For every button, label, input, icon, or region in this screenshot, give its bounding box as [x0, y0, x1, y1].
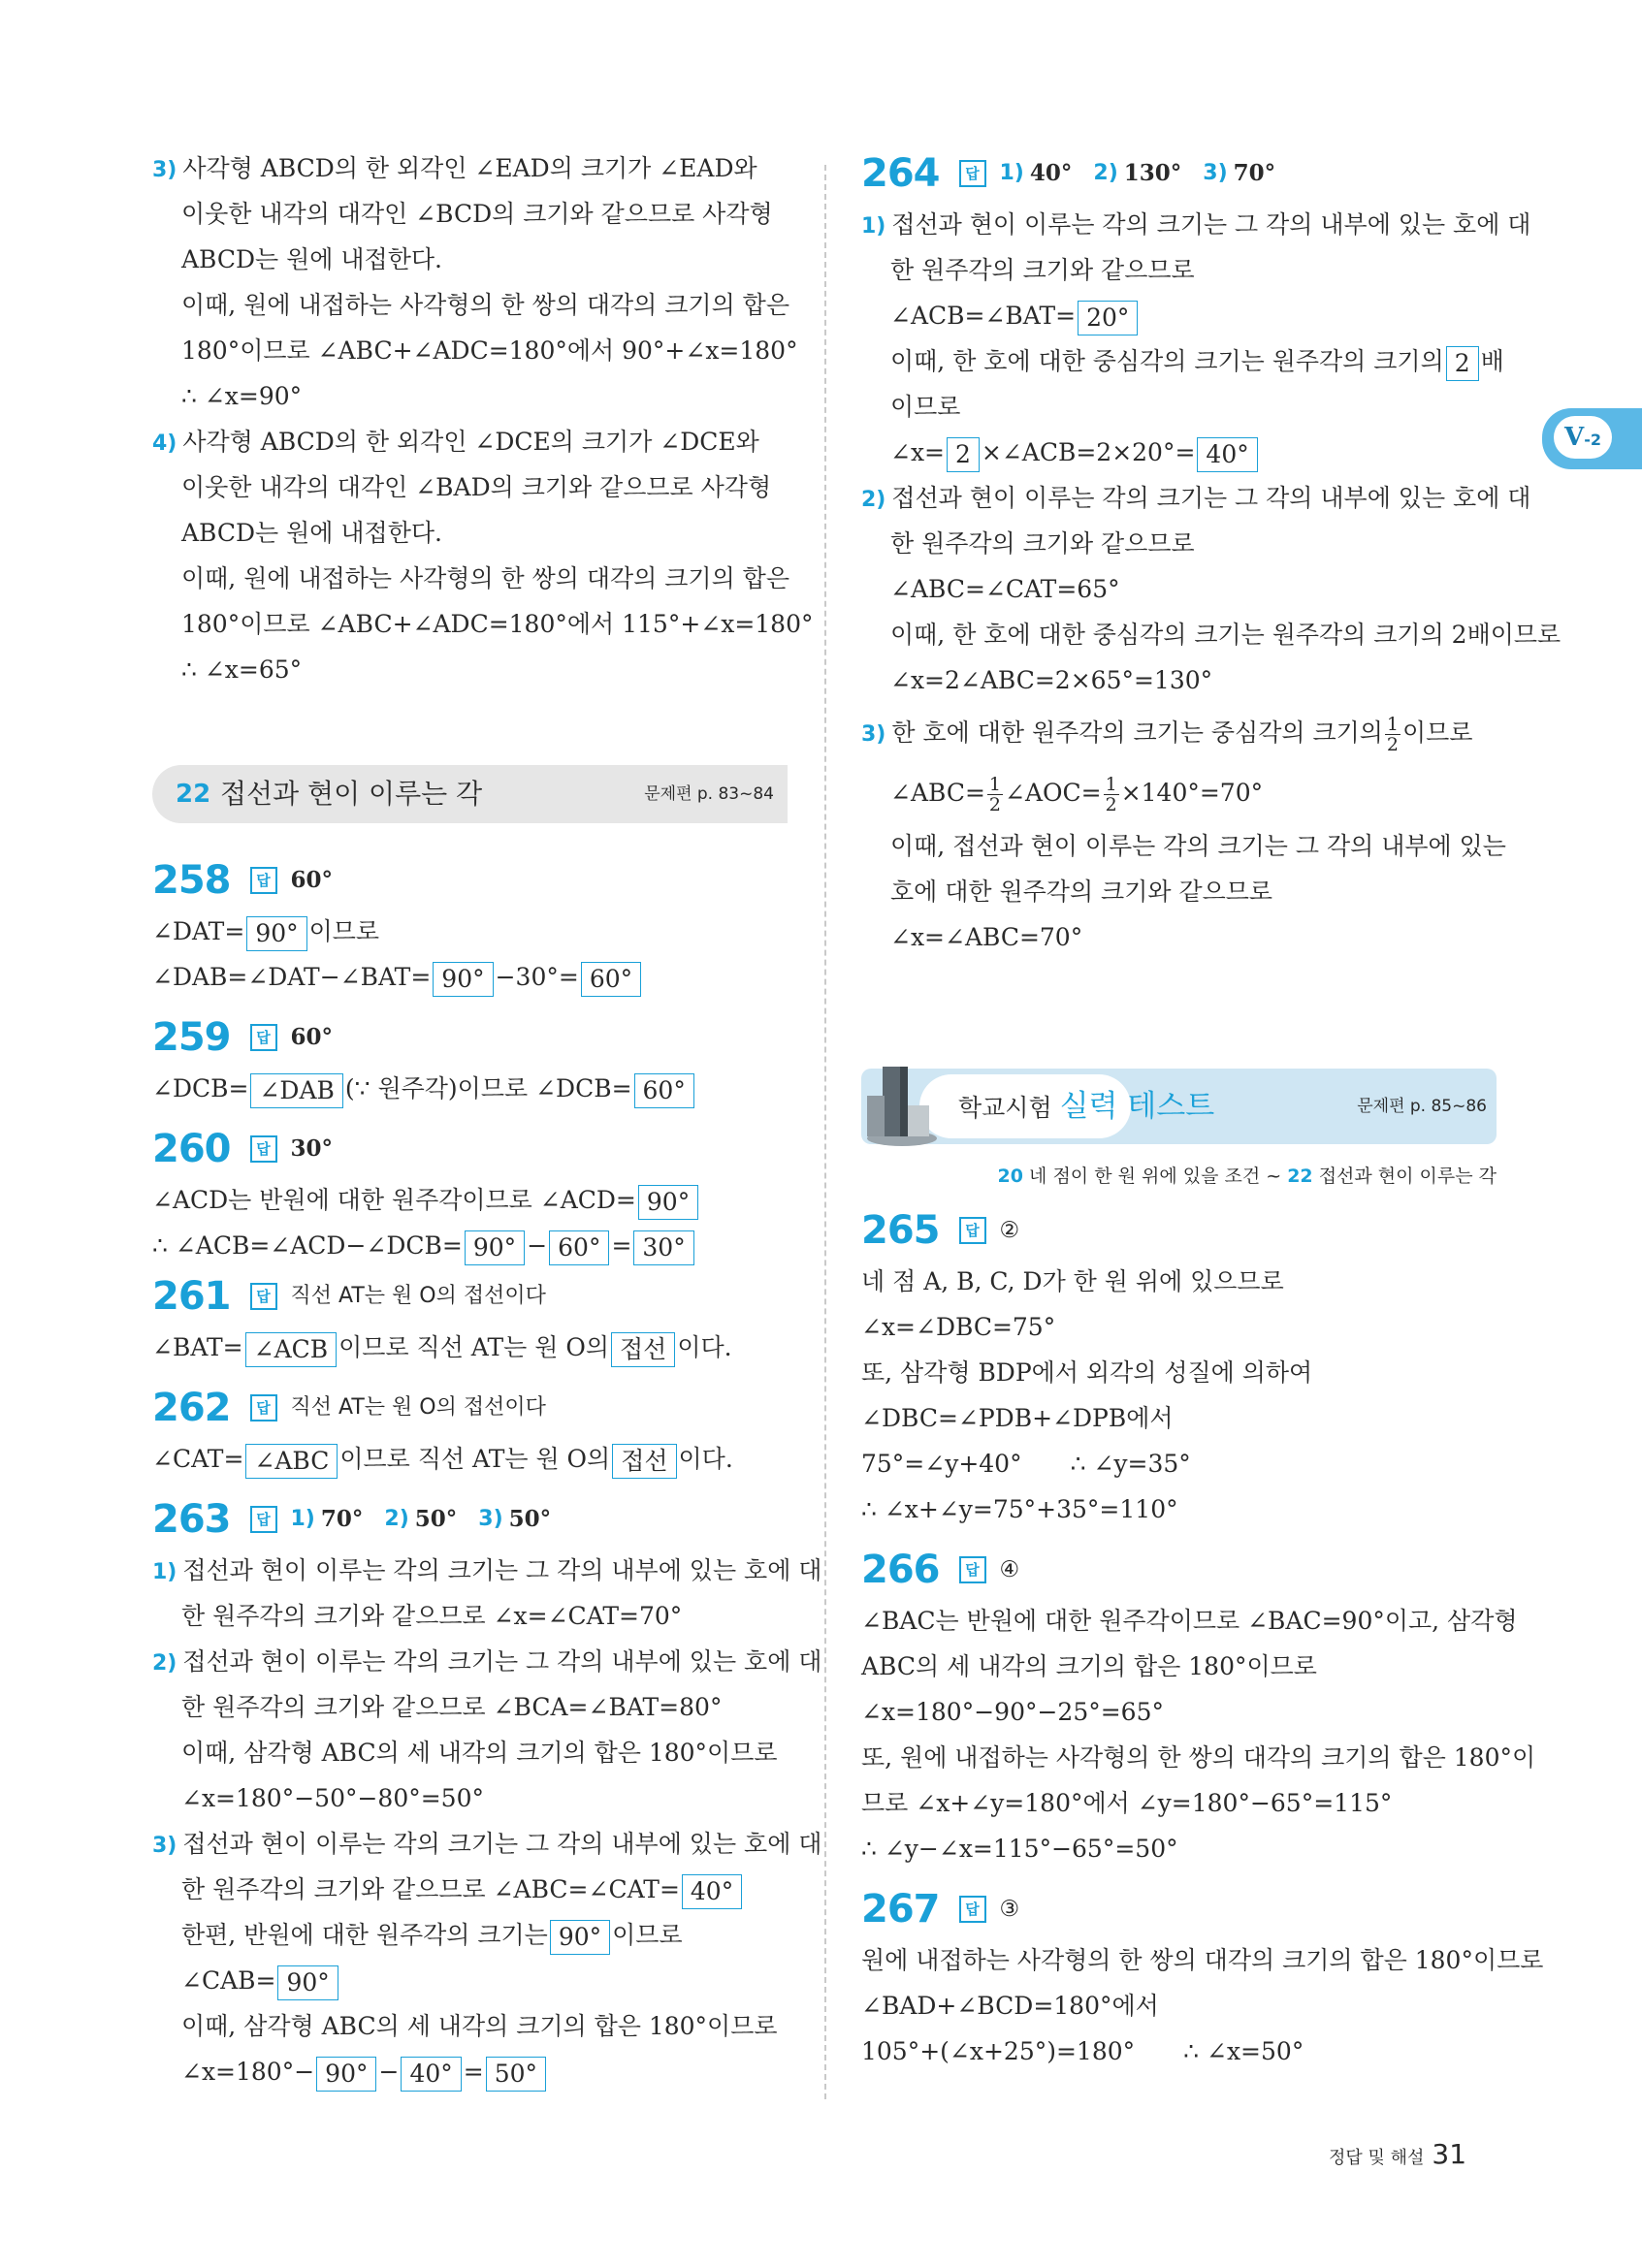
solution-line: 한 원주각의 크기와 같으므로	[890, 256, 1195, 284]
cont-line: 이웃한 내각의 대각인 ∠BCD의 크기와 같으므로 사각형	[181, 200, 773, 228]
blank-box: 2	[947, 437, 980, 472]
cont-line: 이때, 원에 내접하는 사각형의 한 쌍의 대각의 크기의 합은	[181, 564, 789, 592]
answer-value: 130°	[1123, 160, 1182, 186]
blank-box: 2	[1446, 346, 1479, 381]
cont-line: 180°이므로 ∠ABC+∠ADC=180°에서 115°+∠x=180°	[181, 610, 814, 638]
fraction: $\frac{1}{2}$	[1386, 714, 1400, 755]
solution-line: ∠DAB=∠DAT−∠BAT= 90° −30°= 60°	[152, 954, 788, 1000]
solution-line: ∠DAT= 90° 이므로	[152, 909, 788, 954]
answer-mark-icon: 답	[250, 1283, 277, 1310]
blank-box: 40°	[401, 2057, 461, 2092]
solution-line: ABC의 세 내각의 크기의 합은 180°이므로	[861, 1652, 1317, 1680]
solution-line: 므로 ∠x+∠y=180°에서 ∠y=180°−65°=115°	[861, 1789, 1393, 1817]
fraction: $\frac{1}{2}$	[1105, 774, 1117, 815]
answer-value: ②	[999, 1218, 1020, 1243]
blank-box: 60°	[634, 1073, 694, 1108]
answer-mark-icon: 답	[959, 1556, 986, 1583]
problem-number: 262	[152, 1386, 231, 1430]
section-number: 22	[176, 780, 211, 809]
blank-box: 90°	[277, 1965, 338, 2000]
answer-value: ④	[999, 1557, 1020, 1582]
cont-line: 4) 사각형 ABCD의 한 외각인 ∠DCE의 크기가 ∠DCE와	[152, 428, 759, 456]
fraction: $\frac{1}{2}$	[988, 774, 1002, 815]
cont-line: 이때, 원에 내접하는 사각형의 한 쌍의 대각의 크기의 합은	[181, 291, 789, 319]
answer-mark-icon: 답	[959, 1896, 986, 1923]
solution-line: 이때, 삼각형 ABC의 세 내각의 크기의 합은 180°이므로	[181, 2012, 778, 2040]
cont-line: ABCD는 원에 내접한다.	[181, 245, 442, 273]
answer-value: 40°	[1029, 160, 1073, 186]
solution-line: 한편, 반원에 대한 원주각의 크기는 90° 이므로	[152, 1912, 788, 1958]
solution-line: 1) 접선과 현이 이루는 각의 크기는 그 각의 내부에 있는 호에 대	[152, 1556, 822, 1584]
answer-value: 60°	[290, 1024, 334, 1050]
blank-box: ∠ABC	[245, 1444, 338, 1479]
solution-line: 한 원주각의 크기와 같으므로 ∠ABC=∠CAT= 40°	[152, 1867, 788, 1912]
solution-line: 또, 삼각형 BDP에서 외각의 성질에 의하여	[861, 1358, 1313, 1387]
problem-header: 264 답 1) 40° 2) 130° 3) 70°	[861, 145, 1497, 202]
solution-line: ∠DBC=∠PDB+∠DPB에서	[861, 1404, 1174, 1432]
page-number: 31	[1432, 2138, 1467, 2170]
solution-line: ∴ ∠ACB=∠ACD−∠DCB= 90° − 60° = 30°	[152, 1223, 788, 1268]
solution-line: 한 원주각의 크기와 같으므로 ∠BCA=∠BAT=80°	[181, 1693, 723, 1721]
solution-line: 또, 원에 내접하는 사각형의 한 쌍의 대각의 크기의 합은 180°이	[861, 1743, 1536, 1772]
right-column	[861, 145, 1562, 2074]
page-footer	[1329, 2138, 1466, 2170]
blank-box: 90°	[550, 1920, 610, 1955]
cont-line: 180°이므로 ∠ABC+∠ADC=180°에서 90°+∠x=180°	[181, 336, 798, 365]
test-ref: 문제편 p. 85~86	[1357, 1097, 1487, 1116]
solution-line: ∠x= 2 ×∠ACB=2×20°= 40°	[861, 430, 1497, 475]
answer-mark-icon: 답	[959, 160, 986, 187]
solution-line: 1) 접선과 현이 이루는 각의 크기는 그 각의 내부에 있는 호에 대	[861, 210, 1531, 239]
blank-box: 90°	[316, 2057, 376, 2092]
test-banner	[861, 1069, 1497, 1144]
answer-mark-icon: 답	[250, 1506, 277, 1533]
problem-header	[152, 1121, 788, 1177]
answer-value: 직선 AT는 원 O의 접선이다	[290, 1284, 546, 1308]
blank-box: 30°	[633, 1230, 693, 1265]
solution-line: ∠x=2∠ABC=2×65°=130°	[890, 666, 1213, 694]
answer-mark-icon: 답	[250, 1394, 277, 1421]
answer-value: ③	[999, 1897, 1020, 1922]
solution-line: ∠ACB=∠BAT= 20°	[861, 293, 1497, 338]
blank-box: 60°	[549, 1230, 609, 1265]
problem-header	[152, 1380, 788, 1436]
solution-line: ∠x=∠ABC=70°	[890, 923, 1083, 951]
column-divider	[824, 165, 826, 2099]
problem-number: 259	[152, 1015, 231, 1060]
problem-number: 260	[152, 1127, 231, 1171]
blank-box: 50°	[486, 2057, 546, 2092]
footer-label: 정답 및 해설	[1329, 2148, 1425, 2168]
section-header	[152, 765, 788, 823]
cont-line: 이웃한 내각의 대각인 ∠BAD의 크기와 같으므로 사각형	[181, 473, 772, 501]
chapter-label: V	[1564, 423, 1585, 452]
solution-line: 이므로	[890, 393, 961, 421]
answer-value: 50°	[508, 1506, 552, 1532]
section-ref: 문제편 p. 83~84	[644, 784, 774, 804]
problem-number: 258	[152, 858, 231, 903]
problem-header	[861, 1542, 1497, 1598]
blank-box: 20°	[1078, 301, 1138, 335]
solution-line: ∠CAT= ∠ABC 이므로 직선 AT는 원 O의 접선 이다.	[152, 1436, 788, 1482]
solution-line: ∴ ∠y−∠x=115°−65°=50°	[861, 1835, 1178, 1863]
solution-line: 이때, 삼각형 ABC의 세 내각의 크기의 합은 180°이므로	[181, 1739, 778, 1767]
blank-box: 90°	[638, 1185, 698, 1220]
solution-line: 원에 내접하는 사각형의 한 쌍의 대각의 크기의 합은 180°이므로	[861, 1946, 1544, 1974]
cont-line: ∴ ∠x=90°	[181, 382, 303, 410]
answer-mark-icon: 답	[250, 1024, 277, 1051]
solution-line: 이때, 한 호에 대한 중심각의 크기는 원주각의 크기의 2 배	[861, 338, 1497, 384]
problem-header	[152, 1009, 788, 1066]
solution-line: 3) 한 호에 대한 원주각의 크기는 중심각의 크기의 $\frac{1}{2}$ 이므로	[861, 714, 1473, 755]
solution-line: 한 원주각의 크기와 같으므로 ∠x=∠CAT=70°	[181, 1602, 683, 1630]
problem-number: 265	[861, 1208, 940, 1253]
solution-line: ∠BAC는 반원에 대한 원주각이므로 ∠BAC=90°이고, 삼각형	[861, 1607, 1518, 1635]
answer-mark-icon: 답	[250, 867, 277, 894]
chapter-tab	[1542, 408, 1642, 469]
blank-box: 60°	[581, 962, 641, 997]
solution-line: 3) 접선과 현이 이루는 각의 크기는 그 각의 내부에 있는 호에 대	[152, 1830, 822, 1858]
solution-line: ∠BAD+∠BCD=180°에서	[861, 1992, 1159, 2020]
solution-line: ∠CAB= 90°	[152, 1958, 788, 2003]
problem-number: 266	[861, 1548, 940, 1592]
problem-number: 267	[861, 1887, 940, 1932]
problem-number: 264	[861, 151, 940, 196]
solution-line: 호에 대한 원주각의 크기와 같으므로	[890, 878, 1273, 906]
problem-header	[152, 1268, 788, 1325]
problem-header	[152, 852, 788, 909]
blank-box: 90°	[246, 916, 306, 951]
section-title: 접선과 현이 이루는 각	[220, 778, 483, 810]
solution-line: 네 점 A, B, C, D가 한 원 위에 있으므로	[861, 1267, 1284, 1295]
solution-line: ∠x=180°− 90° − 40° = 50°	[152, 2049, 788, 2094]
blank-box: 접선	[612, 1444, 676, 1479]
solution-line: 2) 접선과 현이 이루는 각의 크기는 그 각의 내부에 있는 호에 대	[861, 484, 1531, 512]
blank-box: 90°	[433, 962, 493, 997]
blank-box: 접선	[611, 1332, 675, 1367]
solution-line: ∠x=180°−50°−80°=50°	[181, 1784, 484, 1812]
left-column	[152, 145, 822, 2094]
cont-line: ABCD는 원에 내접한다.	[181, 519, 442, 547]
answer-value: 30°	[290, 1135, 334, 1162]
solution-line: 이때, 한 호에 대한 중심각의 크기는 원주각의 크기의 2배이므로	[890, 621, 1562, 649]
blank-box: 40°	[682, 1874, 742, 1909]
answer-value: 60°	[290, 867, 334, 893]
solution-line: 105°+(∠x+25°)=180° ∴ ∠x=50°	[861, 2037, 1304, 2065]
problem-number: 263	[152, 1497, 231, 1542]
answer-value: 직선 AT는 원 O의 접선이다	[290, 1395, 546, 1420]
problem-number: 261	[152, 1274, 231, 1319]
cont-line: 3) 사각형 ABCD의 한 외각인 ∠EAD의 크기가 ∠EAD와	[152, 154, 757, 182]
solution-line: ∠ACD는 반원에 대한 원주각이므로 ∠ACD= 90°	[152, 1177, 788, 1223]
answer-mark-icon: 답	[250, 1135, 277, 1163]
answer-value: 70°	[320, 1506, 364, 1532]
solution-line: ∠DCB= ∠DAB (∵ 원주각)이므로 ∠DCB= 60°	[152, 1066, 788, 1111]
blank-box: ∠DAB	[250, 1073, 342, 1108]
solution-line: ∠ABC= $\frac{1}{2}$ ∠AOC= $\frac{1}{2}$ ×140°=70°	[890, 774, 1264, 815]
solution-line: ∠x=∠DBC=75°	[861, 1313, 1056, 1341]
problem-header	[861, 1202, 1497, 1259]
solution-line: ∠x=180°−90°−25°=65°	[861, 1698, 1164, 1726]
solution-line: ∴ ∠x+∠y=75°+35°=110°	[861, 1495, 1178, 1523]
answer-mark-icon: 답	[959, 1217, 986, 1244]
building-blocks-icon	[861, 1057, 939, 1149]
solution-line: 한 원주각의 크기와 같으므로	[890, 529, 1195, 558]
test-title: 학교시험 실력 테스트	[958, 1089, 1215, 1124]
blank-box: 90°	[465, 1230, 525, 1265]
solution-line: 75°=∠y+40° ∴ ∠y=35°	[861, 1450, 1191, 1478]
cont-line: ∴ ∠x=65°	[181, 655, 303, 684]
solution-line: ∠ABC=∠CAT=65°	[890, 575, 1120, 603]
blank-box: 40°	[1197, 437, 1257, 472]
blank-box: ∠ACB	[245, 1332, 338, 1367]
answer-value: 70°	[1233, 160, 1276, 186]
solution-line: ∠BAT= ∠ACB 이므로 직선 AT는 원 O의 접선 이다.	[152, 1325, 788, 1370]
solution-line: 2) 접선과 현이 이루는 각의 크기는 그 각의 내부에 있는 호에 대	[152, 1647, 822, 1676]
test-range: 20 네 점이 한 원 위에 있을 조건 ~ 22 접선과 현이 이루는 각	[997, 1166, 1497, 1187]
answer-value: 50°	[414, 1506, 458, 1532]
problem-header: 263 답 1) 70° 2) 50° 3) 50°	[152, 1491, 788, 1548]
solution-line: 이때, 접선과 현이 이루는 각의 크기는 그 각의 내부에 있는	[890, 832, 1506, 860]
problem-header	[861, 1881, 1497, 1937]
chapter-sub: -2	[1584, 431, 1601, 449]
